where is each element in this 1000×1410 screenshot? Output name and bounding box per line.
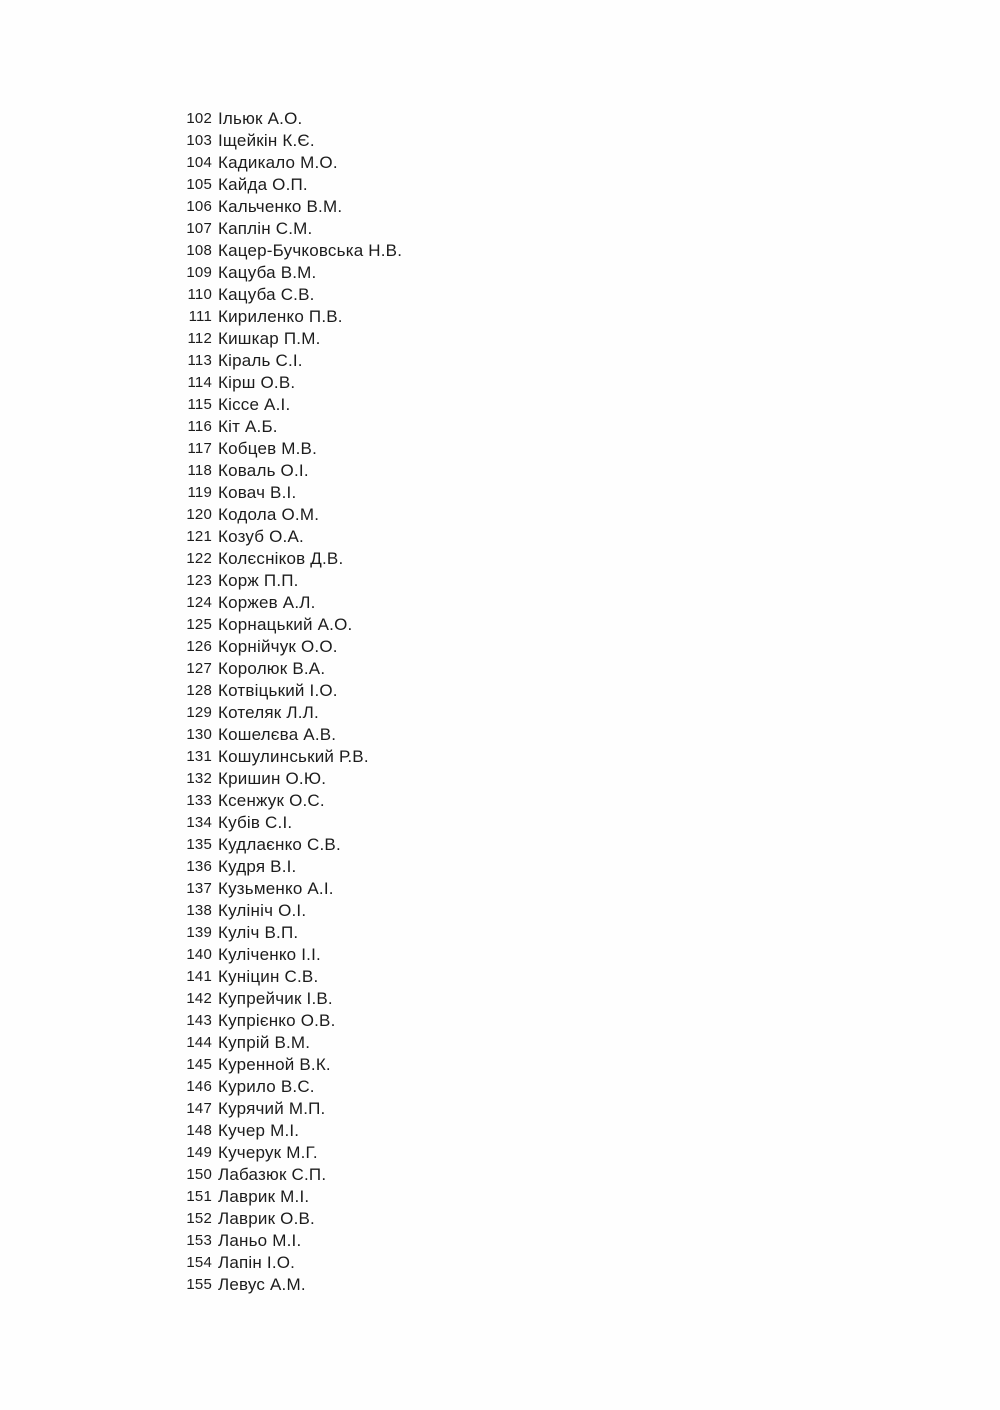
entry-name: Кацер-Бучковська Н.В. [218,241,403,260]
entry-name: Кошелєва А.В. [218,725,337,744]
entry-name: Кириленко П.В. [218,307,343,326]
list-item [150,1186,402,1208]
entry-number: 136 [186,858,212,875]
list-item [150,790,402,812]
entry-name: Козуб О.А. [218,527,304,546]
list-item [150,460,402,482]
entry-name: Куніцин С.В. [218,967,319,986]
list-item [150,1098,402,1120]
list-item [150,174,402,196]
entry-name: Кацуба В.М. [218,263,317,282]
list-item [150,922,402,944]
entry-number: 127 [186,660,212,677]
entry-name: Кудлаєнко С.В. [218,835,341,854]
list-item [150,548,402,570]
entry-name: Кубів С.І. [218,813,293,832]
entry-name: Ільюк А.О. [218,109,303,128]
entry-name: Кулініч О.І. [218,901,307,920]
list-item [150,702,402,724]
entry-name: Кадикало М.О. [218,153,338,172]
entry-number: 146 [186,1078,212,1095]
list-item [150,350,402,372]
entry-name: Корнацький А.О. [218,615,353,634]
entry-number: 152 [186,1210,212,1227]
entry-number: 118 [187,462,212,479]
list-item [150,680,402,702]
entry-number: 105 [186,176,212,193]
entry-name: Каплін С.М. [218,219,313,238]
entry-number: 153 [186,1232,212,1249]
entry-number: 144 [186,1034,212,1051]
entry-name: Лабазюк С.П. [218,1165,327,1184]
entry-name: Ксенжук О.С. [218,791,325,810]
entry-name: Лапін І.О. [218,1253,296,1272]
list-item [150,1208,402,1230]
entry-number: 141 [186,968,212,985]
entry-number: 132 [186,770,212,787]
entry-number: 111 [188,308,212,325]
list-item [150,658,402,680]
list-item [150,504,402,526]
entry-name: Куліченко І.І. [218,945,321,964]
list-item [150,526,402,548]
entry-number: 115 [187,396,212,413]
entry-name: Іщейкін К.Є. [218,131,315,150]
list-item [150,1164,402,1186]
list-item [150,614,402,636]
list-item [150,856,402,878]
list-item [150,1032,402,1054]
list-item [150,570,402,592]
entry-number: 117 [187,440,212,457]
list-item [150,988,402,1010]
entry-number: 133 [186,792,212,809]
entry-number: 150 [186,1166,212,1183]
entry-number: 124 [186,594,212,611]
entry-number: 154 [186,1254,212,1271]
entry-name: Корж П.П. [218,571,299,590]
list-item [150,218,402,240]
list-item [150,878,402,900]
entry-name: Кайда О.П. [218,175,308,194]
entry-name: Курило В.С. [218,1077,315,1096]
list-item [150,944,402,966]
entry-name: Кучерук М.Г. [218,1143,318,1162]
entry-number: 148 [186,1122,212,1139]
entry-name: Купрій В.М. [218,1033,311,1052]
list-item [150,834,402,856]
entry-number: 130 [186,726,212,743]
entry-name: Ланьо М.І. [218,1231,302,1250]
entry-number: 109 [186,264,212,281]
entry-name: Колєсніков Д.В. [218,549,344,568]
entry-name: Купрієнко О.В. [218,1011,336,1030]
entry-name: Кошулинський Р.В. [218,747,369,766]
entry-number: 108 [186,242,212,259]
entry-number: 119 [187,484,212,501]
entry-number: 116 [187,418,212,435]
entry-number: 113 [187,352,212,369]
entry-name: Кудря В.І. [218,857,297,876]
entry-number: 106 [186,198,212,215]
entry-number: 135 [186,836,212,853]
entry-number: 129 [186,704,212,721]
list-item [150,240,402,262]
entry-name: Лаврик М.І. [218,1187,310,1206]
entry-name: Кодола О.М. [218,505,320,524]
list-item [150,966,402,988]
list-item [150,1054,402,1076]
entry-name: Кіраль С.І. [218,351,303,370]
list-item [150,152,402,174]
list-item [150,1252,402,1274]
entry-number: 142 [186,990,212,1007]
list-item [150,636,402,658]
entry-number: 122 [186,550,212,567]
entry-name: Коваль О.І. [218,461,309,480]
list-item [150,1142,402,1164]
entry-name: Кузьменко А.І. [218,879,334,898]
list-item [150,284,402,306]
list-item [150,1120,402,1142]
entry-name: Кишкар П.М. [218,329,321,348]
entry-number: 120 [186,506,212,523]
entry-name: Кобцев М.В. [218,439,317,458]
list-item [150,768,402,790]
entry-number: 104 [186,154,212,171]
entry-name: Кальченко В.М. [218,197,343,216]
entry-number: 103 [186,132,212,149]
entry-name: Лаврик О.В. [218,1209,315,1228]
entry-number: 128 [186,682,212,699]
list-item [150,130,402,152]
entry-number: 149 [186,1144,212,1161]
list-item [150,262,402,284]
entry-name: Королюк В.А. [218,659,326,678]
entry-name: Кацуба С.В. [218,285,315,304]
entry-number: 139 [186,924,212,941]
list-item [150,812,402,834]
entry-number: 140 [186,946,212,963]
entry-name: Левус А.М. [218,1275,306,1294]
entry-number: 121 [186,528,212,545]
entry-name: Кришин О.Ю. [218,769,327,788]
list-item [150,724,402,746]
entry-name: Кучер М.І. [218,1121,300,1140]
entry-name: Кіт А.Б. [218,417,278,436]
entry-name: Коржев А.Л. [218,593,316,612]
list-item [150,1010,402,1032]
list-item [150,416,402,438]
entry-number: 102 [186,110,212,127]
entry-name: Куліч В.П. [218,923,299,942]
list-item [150,328,402,350]
entry-number: 155 [186,1276,212,1293]
list-item [150,196,402,218]
entry-number: 138 [186,902,212,919]
list-item [150,482,402,504]
entry-number: 143 [186,1012,212,1029]
entry-name: Котеляк Л.Л. [218,703,319,722]
entry-name: Ковач В.І. [218,483,297,502]
list-item [150,592,402,614]
entry-number: 151 [186,1188,212,1205]
entry-name: Купрейчик І.В. [218,989,333,1008]
list-item [150,900,402,922]
entry-name: Куренной В.К. [218,1055,331,1074]
entry-name: Кіссе А.І. [218,395,291,414]
entry-number: 125 [186,616,212,633]
entry-number: 131 [186,748,212,765]
entry-number: 114 [187,374,212,391]
entry-number: 112 [187,330,212,347]
list-item [150,1274,402,1296]
entry-name: Кірш О.В. [218,373,296,392]
list-item [150,1076,402,1098]
entry-number: 134 [186,814,212,831]
list-item [150,108,402,130]
entry-number: 123 [186,572,212,589]
entry-number: 107 [186,220,212,237]
entry-number: 145 [186,1056,212,1073]
list-item [150,306,402,328]
list-item [150,438,402,460]
entry-number: 147 [186,1100,212,1117]
list-item [150,372,402,394]
list-item [150,394,402,416]
entry-name: Курячий М.П. [218,1099,326,1118]
list-item [150,1230,402,1252]
entry-number: 137 [186,880,212,897]
name-list [150,108,402,1296]
entry-number: 110 [187,286,212,303]
list-item [150,746,402,768]
entry-name: Котвіцький І.О. [218,681,338,700]
entry-number: 126 [186,638,212,655]
entry-name: Корнійчук О.О. [218,637,338,656]
